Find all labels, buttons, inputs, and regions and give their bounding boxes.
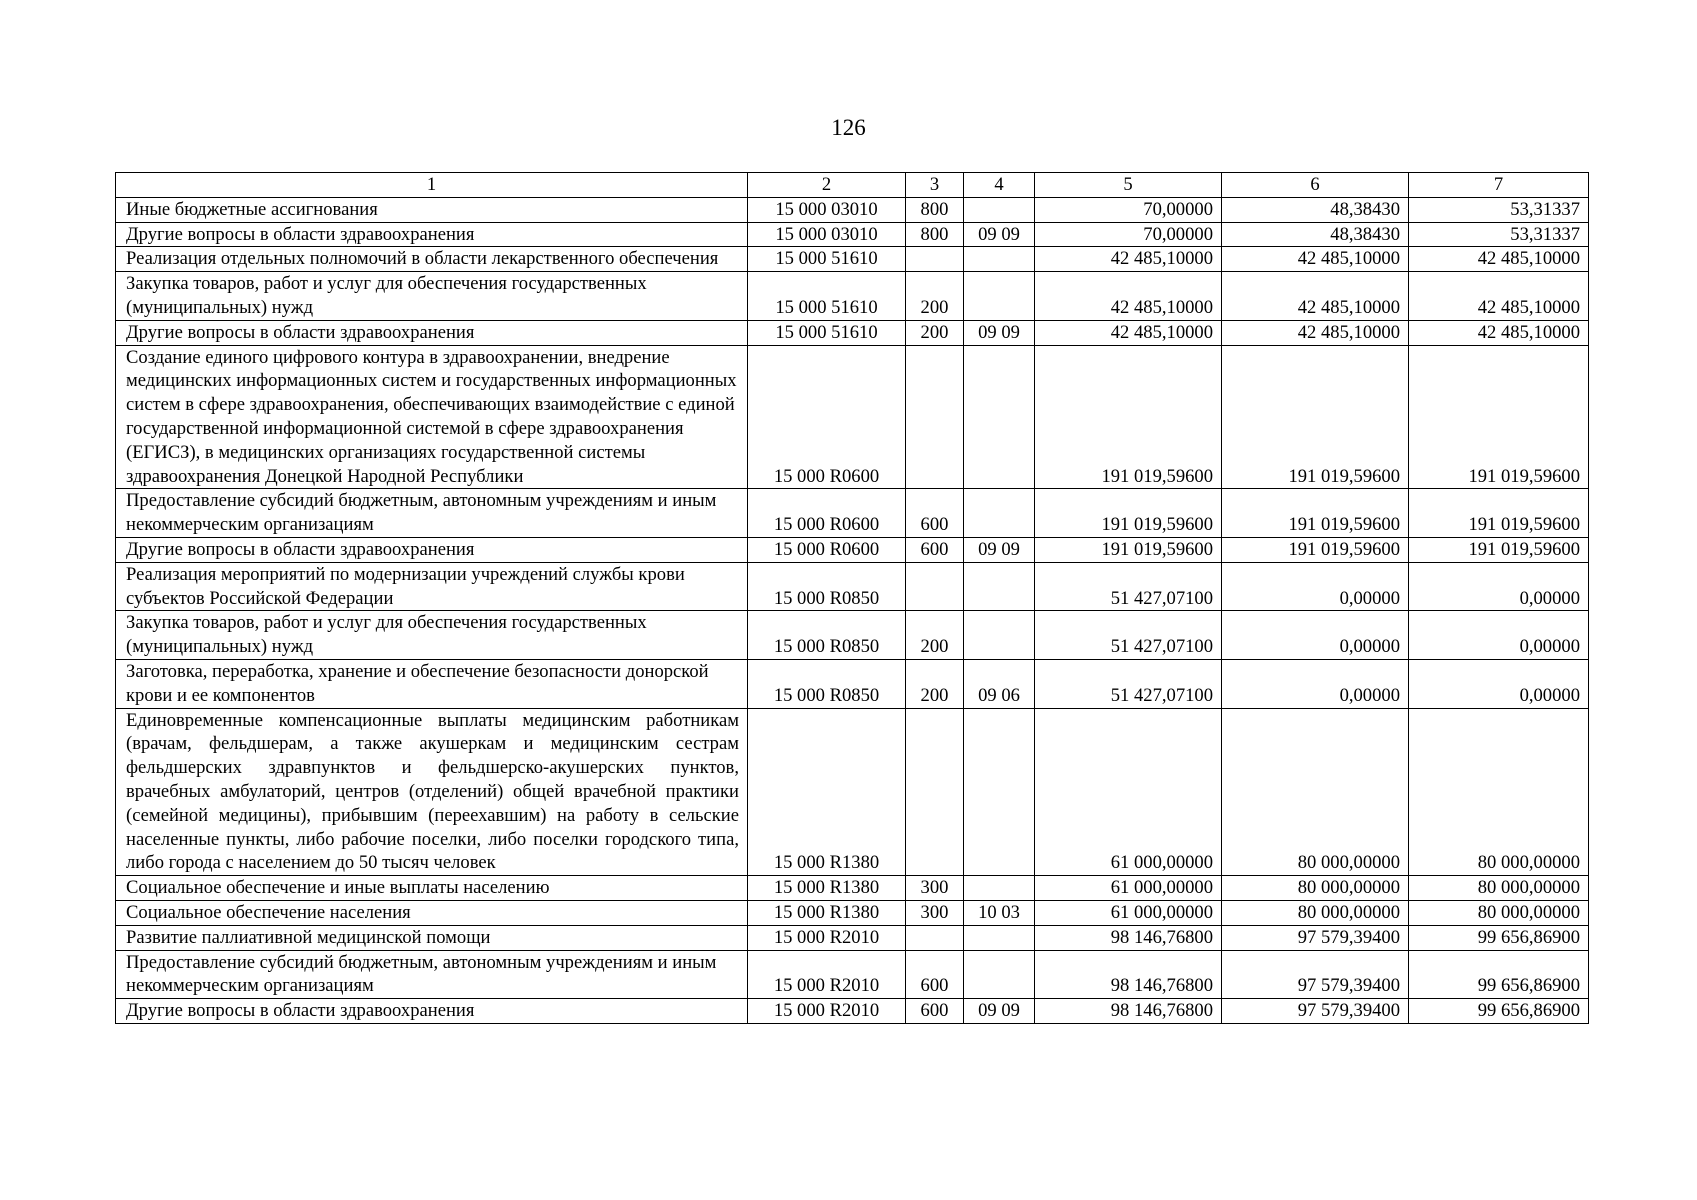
column-header-5: 5 [1035, 173, 1222, 198]
table-row [116, 999, 1589, 1024]
row-name-cell: Другие вопросы в области здравоохранения [116, 537, 748, 562]
row-section-cell [964, 489, 1035, 538]
row-name-cell: Другие вопросы в области здравоохранения [116, 320, 748, 345]
row-name-cell: Закупка товаров, работ и услуг для обеспечения государственных (муниципальных) нужд [116, 611, 748, 660]
row-amount-col5-cell: 51 427,07100 [1035, 659, 1222, 708]
row-amount-col5-cell: 61 000,00000 [1035, 876, 1222, 901]
row-code-cell: 15 000 R2010 [748, 925, 906, 950]
row-amount-col7-cell: 191 019,59600 [1409, 537, 1589, 562]
row-expense-type-cell: 200 [906, 611, 964, 660]
row-section-cell [964, 197, 1035, 222]
row-code-cell: 15 000 R0850 [748, 659, 906, 708]
row-amount-col6-cell: 97 579,39400 [1222, 950, 1409, 999]
row-amount-col5-cell: 98 146,76800 [1035, 999, 1222, 1024]
row-amount-col7-cell: 42 485,10000 [1409, 272, 1589, 321]
row-name-cell: Социальное обеспечение населения [116, 900, 748, 925]
row-amount-col5-cell: 191 019,59600 [1035, 537, 1222, 562]
row-name-cell: Реализация отдельных полномочий в области лекарственного обеспечения [116, 247, 748, 272]
row-amount-col6-cell: 80 000,00000 [1222, 876, 1409, 901]
row-amount-col7-cell: 191 019,59600 [1409, 489, 1589, 538]
row-section-cell [964, 345, 1035, 489]
row-amount-col5-cell: 191 019,59600 [1035, 489, 1222, 538]
row-code-cell: 15 000 R0600 [748, 345, 906, 489]
row-expense-type-cell [906, 925, 964, 950]
table-row [116, 562, 1589, 611]
row-amount-col6-cell: 42 485,10000 [1222, 272, 1409, 321]
row-section-cell [964, 272, 1035, 321]
row-name-cell: Социальное обеспечение и иные выплаты населению [116, 876, 748, 901]
row-amount-col6-cell: 80 000,00000 [1222, 708, 1409, 876]
row-section-cell [964, 925, 1035, 950]
row-amount-col7-cell: 99 656,86900 [1409, 999, 1589, 1024]
row-amount-col6-cell: 42 485,10000 [1222, 320, 1409, 345]
row-amount-col5-cell: 70,00000 [1035, 197, 1222, 222]
row-expense-type-cell: 300 [906, 900, 964, 925]
table-row [116, 925, 1589, 950]
table-row [116, 197, 1589, 222]
column-header-2: 2 [748, 173, 906, 198]
row-amount-col7-cell: 42 485,10000 [1409, 247, 1589, 272]
table-row [116, 272, 1589, 321]
column-header-4: 4 [964, 173, 1035, 198]
row-amount-col7-cell: 80 000,00000 [1409, 708, 1589, 876]
row-name-cell: Иные бюджетные ассигнования [116, 197, 748, 222]
row-amount-col6-cell: 48,38430 [1222, 222, 1409, 247]
table-header-row [116, 173, 1589, 198]
table-row [116, 900, 1589, 925]
row-section-cell [964, 247, 1035, 272]
row-amount-col6-cell: 97 579,39400 [1222, 925, 1409, 950]
row-amount-col6-cell: 0,00000 [1222, 562, 1409, 611]
row-amount-col5-cell: 42 485,10000 [1035, 247, 1222, 272]
row-section-cell: 09 09 [964, 999, 1035, 1024]
row-amount-col6-cell: 0,00000 [1222, 659, 1409, 708]
row-amount-col5-cell: 51 427,07100 [1035, 611, 1222, 660]
table-row [116, 247, 1589, 272]
row-code-cell: 15 000 03010 [748, 197, 906, 222]
budget-table [115, 172, 1589, 1024]
column-header-3: 3 [906, 173, 964, 198]
row-amount-col6-cell: 80 000,00000 [1222, 900, 1409, 925]
row-amount-col6-cell: 48,38430 [1222, 197, 1409, 222]
row-expense-type-cell [906, 345, 964, 489]
column-header-6: 6 [1222, 173, 1409, 198]
column-header-1: 1 [116, 173, 748, 198]
row-expense-type-cell: 600 [906, 999, 964, 1024]
row-amount-col7-cell: 0,00000 [1409, 562, 1589, 611]
row-name-cell: Создание единого цифрового контура в здравоохранении, внедрение медицинских информационных систем и государственных информационных систем в сфере здравоохранения, обеспечивающих взаимодействие с единой государственной информационной системой в сфере здравоохранения (ЕГИСЗ), в медицинских организациях государственной системы здравоохранения Донецкой Народной Республики [116, 345, 748, 489]
row-expense-type-cell: 200 [906, 659, 964, 708]
table-row [116, 320, 1589, 345]
table-row [116, 537, 1589, 562]
row-expense-type-cell: 600 [906, 489, 964, 538]
row-expense-type-cell [906, 247, 964, 272]
row-code-cell: 15 000 51610 [748, 272, 906, 321]
row-amount-col6-cell: 42 485,10000 [1222, 247, 1409, 272]
row-code-cell: 15 000 R0600 [748, 489, 906, 538]
table-row [116, 876, 1589, 901]
row-name-cell: Другие вопросы в области здравоохранения [116, 222, 748, 247]
table-row [116, 222, 1589, 247]
row-amount-col6-cell: 0,00000 [1222, 611, 1409, 660]
row-expense-type-cell: 600 [906, 537, 964, 562]
row-name-cell: Реализация мероприятий по модернизации учреждений службы крови субъектов Российской Федерации [116, 562, 748, 611]
row-code-cell: 15 000 03010 [748, 222, 906, 247]
row-expense-type-cell [906, 708, 964, 876]
row-section-cell: 09 06 [964, 659, 1035, 708]
row-section-cell [964, 950, 1035, 999]
table-row [116, 950, 1589, 999]
row-code-cell: 15 000 R1380 [748, 708, 906, 876]
row-amount-col6-cell: 191 019,59600 [1222, 345, 1409, 489]
row-amount-col7-cell: 53,31337 [1409, 222, 1589, 247]
row-expense-type-cell: 200 [906, 320, 964, 345]
row-name-cell: Единовременные компенсационные выплаты медицинским работникам (врачам, фельдшерам, а также акушеркам и медицинским сестрам фельдшерских здравпунктов и фельдшерско-акушерских пунктов, врачебных амбулаторий, центров (отделений) общей врачебной практики (семейной медицины), прибывшим (переехавшим) на работу в сельские населенные пункты, либо рабочие поселки, либо поселки городского типа, либо города с населением до 50 тысяч человек [116, 708, 748, 876]
row-amount-col5-cell: 42 485,10000 [1035, 272, 1222, 321]
row-expense-type-cell [906, 562, 964, 611]
row-name-cell: Другие вопросы в области здравоохранения [116, 999, 748, 1024]
row-expense-type-cell: 300 [906, 876, 964, 901]
table-row [116, 708, 1589, 876]
row-amount-col5-cell: 98 146,76800 [1035, 925, 1222, 950]
row-amount-col7-cell: 80 000,00000 [1409, 876, 1589, 901]
row-amount-col6-cell: 191 019,59600 [1222, 537, 1409, 562]
row-amount-col5-cell: 51 427,07100 [1035, 562, 1222, 611]
row-code-cell: 15 000 51610 [748, 247, 906, 272]
row-expense-type-cell: 800 [906, 222, 964, 247]
column-header-7: 7 [1409, 173, 1589, 198]
row-name-cell: Закупка товаров, работ и услуг для обеспечения государственных (муниципальных) нужд [116, 272, 748, 321]
row-amount-col5-cell: 42 485,10000 [1035, 320, 1222, 345]
row-name-cell: Развитие паллиативной медицинской помощи [116, 925, 748, 950]
row-amount-col5-cell: 61 000,00000 [1035, 900, 1222, 925]
table-row [116, 611, 1589, 660]
row-code-cell: 15 000 R0850 [748, 611, 906, 660]
row-amount-col6-cell: 191 019,59600 [1222, 489, 1409, 538]
row-name-cell: Заготовка, переработка, хранение и обеспечение безопасности донорской крови и ее компонентов [116, 659, 748, 708]
row-code-cell: 15 000 R0850 [748, 562, 906, 611]
row-amount-col5-cell: 98 146,76800 [1035, 950, 1222, 999]
row-amount-col7-cell: 42 485,10000 [1409, 320, 1589, 345]
row-code-cell: 15 000 R1380 [748, 876, 906, 901]
row-expense-type-cell: 200 [906, 272, 964, 321]
row-amount-col7-cell: 0,00000 [1409, 659, 1589, 708]
row-code-cell: 15 000 R2010 [748, 999, 906, 1024]
row-amount-col6-cell: 97 579,39400 [1222, 999, 1409, 1024]
row-section-cell [964, 611, 1035, 660]
row-amount-col7-cell: 0,00000 [1409, 611, 1589, 660]
row-section-cell: 09 09 [964, 320, 1035, 345]
row-amount-col7-cell: 80 000,00000 [1409, 900, 1589, 925]
row-section-cell: 10 03 [964, 900, 1035, 925]
table-row [116, 489, 1589, 538]
row-code-cell: 15 000 R1380 [748, 900, 906, 925]
row-amount-col5-cell: 70,00000 [1035, 222, 1222, 247]
row-section-cell [964, 876, 1035, 901]
row-name-cell: Предоставление субсидий бюджетным, автономным учреждениям и иным некоммерческим организациям [116, 950, 748, 999]
row-name-cell: Предоставление субсидий бюджетным, автономным учреждениям и иным некоммерческим организациям [116, 489, 748, 538]
row-expense-type-cell: 800 [906, 197, 964, 222]
row-amount-col7-cell: 99 656,86900 [1409, 925, 1589, 950]
row-amount-col7-cell: 191 019,59600 [1409, 345, 1589, 489]
row-amount-col7-cell: 53,31337 [1409, 197, 1589, 222]
row-expense-type-cell: 600 [906, 950, 964, 999]
row-section-cell [964, 708, 1035, 876]
row-section-cell [964, 562, 1035, 611]
row-amount-col5-cell: 61 000,00000 [1035, 708, 1222, 876]
row-amount-col7-cell: 99 656,86900 [1409, 950, 1589, 999]
row-section-cell: 09 09 [964, 222, 1035, 247]
table-row [116, 659, 1589, 708]
row-amount-col5-cell: 191 019,59600 [1035, 345, 1222, 489]
row-code-cell: 15 000 R0600 [748, 537, 906, 562]
row-section-cell: 09 09 [964, 537, 1035, 562]
table-row [116, 345, 1589, 489]
page-number: 126 [831, 115, 866, 140]
row-code-cell: 15 000 R2010 [748, 950, 906, 999]
row-code-cell: 15 000 51610 [748, 320, 906, 345]
